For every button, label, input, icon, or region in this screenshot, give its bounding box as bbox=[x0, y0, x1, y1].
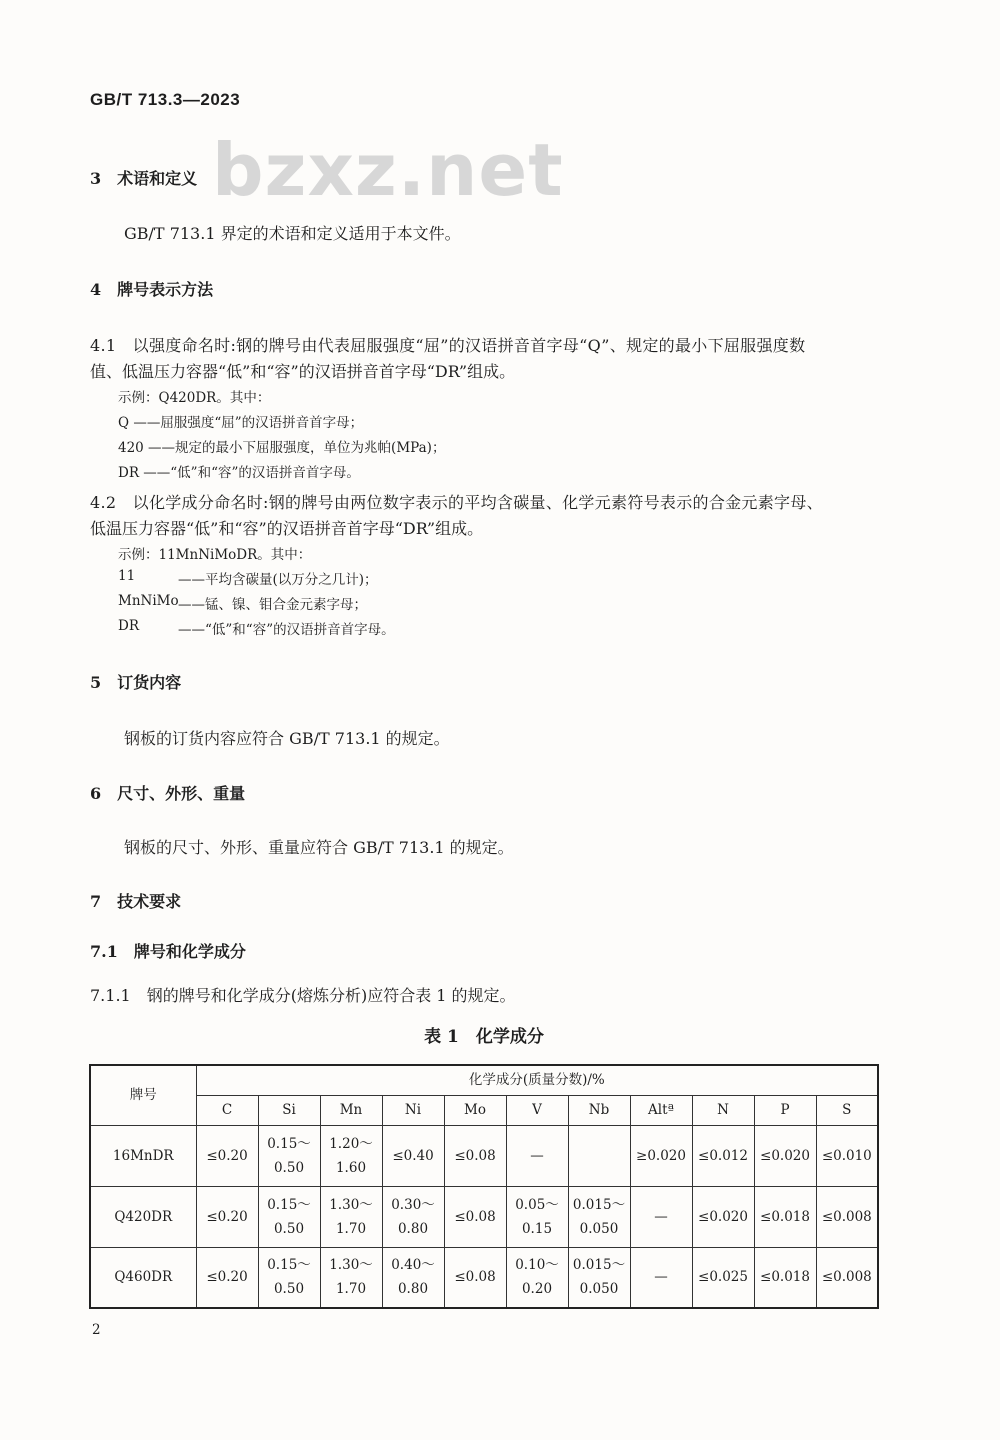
table-cell: ≤0.025 bbox=[692, 1247, 754, 1308]
example-item: 420 ——规定的最小下屈服强度，单位为兆帕(MPa)； bbox=[118, 440, 446, 456]
table-cell: 0.10～ 0.20 bbox=[506, 1247, 568, 1308]
table-row bbox=[90, 1186, 878, 1247]
table-cell: 0.05～ 0.15 bbox=[506, 1186, 568, 1247]
example-item: Q ——屈服强度“屈”的汉语拼音首字母； bbox=[118, 415, 364, 431]
table-cell: ≤0.20 bbox=[196, 1125, 258, 1186]
column-header: P bbox=[754, 1095, 816, 1125]
table-cell: ≤0.20 bbox=[196, 1186, 258, 1247]
grade-header: 牌号 bbox=[90, 1065, 196, 1125]
watermark: bzxz.net bbox=[212, 128, 564, 212]
section-6-body: 钢板的尺寸、外形、重量应符合 GB/T 713.1 的规定。 bbox=[124, 838, 514, 857]
table-cell: — bbox=[630, 1186, 692, 1247]
column-header: Ni bbox=[382, 1095, 444, 1125]
table-cell: ≤0.012 bbox=[692, 1125, 754, 1186]
section-7-title: 7 技术要求 bbox=[90, 892, 182, 911]
table-row bbox=[90, 1125, 878, 1186]
section-4-1-line2: 值、低温压力容器“低”和“容”的汉语拼音首字母“DR”组成。 bbox=[90, 362, 516, 381]
table-cell: ≤0.08 bbox=[444, 1125, 506, 1186]
example-item: DR ——“低”和“容”的汉语拼音首字母。 bbox=[118, 465, 360, 481]
table-caption: 表 1 化学成分 bbox=[424, 1027, 544, 1047]
table-cell: ≤0.008 bbox=[816, 1247, 878, 1308]
column-header: Si bbox=[258, 1095, 320, 1125]
page-number: 2 bbox=[92, 1322, 101, 1338]
table-cell: — bbox=[506, 1125, 568, 1186]
section-4-title: 4 牌号表示方法 bbox=[90, 280, 214, 299]
example-desc: ——“低”和“容”的汉语拼音首字母。 bbox=[178, 622, 395, 638]
table-cell: 0.30～ 0.80 bbox=[382, 1186, 444, 1247]
table-cell: 1.20～ 1.60 bbox=[320, 1125, 382, 1186]
column-header: Mn bbox=[320, 1095, 382, 1125]
table-cell: ≤0.40 bbox=[382, 1125, 444, 1186]
example-label: 示例：Q420DR。其中： bbox=[118, 390, 271, 406]
example-code: MnNiMo bbox=[118, 593, 179, 609]
table-cell: 0.15～ 0.50 bbox=[258, 1125, 320, 1186]
column-header: C bbox=[196, 1095, 258, 1125]
table-cell: ≤0.20 bbox=[196, 1247, 258, 1308]
column-header: S bbox=[816, 1095, 878, 1125]
document-id: GB/T 713.3—2023 bbox=[90, 90, 241, 109]
example-code: 11 bbox=[118, 568, 136, 584]
section-5-title: 5 订货内容 bbox=[90, 673, 182, 692]
section-4-2-line2: 低温压力容器“低”和“容”的汉语拼音首字母“DR”组成。 bbox=[90, 519, 484, 538]
column-header: N bbox=[692, 1095, 754, 1125]
table-cell: ≤0.020 bbox=[754, 1125, 816, 1186]
table-cell: — bbox=[630, 1247, 692, 1308]
example-code: DR bbox=[118, 618, 139, 634]
table-cell: ≤0.08 bbox=[444, 1247, 506, 1308]
section-3-body: GB/T 713.1 界定的术语和定义适用于本文件。 bbox=[124, 224, 461, 243]
table-cell: ≤0.018 bbox=[754, 1186, 816, 1247]
table-cell: 0.40～ 0.80 bbox=[382, 1247, 444, 1308]
example-desc: ——平均含碳量(以万分之几计)； bbox=[178, 572, 378, 588]
grade-cell: Q420DR bbox=[90, 1186, 196, 1247]
table-cell: 1.30～ 1.70 bbox=[320, 1186, 382, 1247]
table-cell: ≤0.010 bbox=[816, 1125, 878, 1186]
example-label: 示例：11MnNiMoDR。其中： bbox=[118, 547, 312, 563]
column-header: Altª bbox=[630, 1095, 692, 1125]
section-4-1-line1: 4.1 以强度命名时:钢的牌号由代表屈服强度“屈”的汉语拼音首字母“Q”、规定的最小下屈服强度数 bbox=[90, 336, 806, 355]
table-cell: ≤0.020 bbox=[692, 1186, 754, 1247]
table-cell: 0.015～ 0.050 bbox=[568, 1247, 630, 1308]
section-6-title: 6 尺寸、外形、重量 bbox=[90, 784, 246, 803]
table-cell: 0.15～ 0.50 bbox=[258, 1247, 320, 1308]
table-cell: ≤0.08 bbox=[444, 1186, 506, 1247]
section-4-2-line1: 4.2 以化学成分命名时:钢的牌号由两位数字表示的平均含碳量、化学元素符号表示的合金元素字母、 bbox=[90, 493, 823, 512]
section-7-1-1-body: 7.1.1 钢的牌号和化学成分(熔炼分析)应符合表 1 的规定。 bbox=[90, 986, 516, 1005]
table-cell bbox=[568, 1125, 630, 1186]
grade-cell: Q460DR bbox=[90, 1247, 196, 1308]
grade-cell: 16MnDR bbox=[90, 1125, 196, 1186]
chemical-composition-table bbox=[89, 1064, 879, 1309]
table-cell: 1.30～ 1.70 bbox=[320, 1247, 382, 1308]
composition-header: 化学成分(质量分数)/% bbox=[196, 1065, 878, 1095]
example-desc: ——锰、镍、钼合金元素字母； bbox=[178, 597, 367, 613]
column-header: V bbox=[506, 1095, 568, 1125]
column-header: Mo bbox=[444, 1095, 506, 1125]
table-cell: 0.15～ 0.50 bbox=[258, 1186, 320, 1247]
table-row bbox=[90, 1247, 878, 1308]
table-cell: 0.015～ 0.050 bbox=[568, 1186, 630, 1247]
table-cell: ≥0.020 bbox=[630, 1125, 692, 1186]
section-3-title: 3 术语和定义 bbox=[90, 169, 198, 188]
column-header: Nb bbox=[568, 1095, 630, 1125]
table-cell: ≤0.018 bbox=[754, 1247, 816, 1308]
section-7-1-title: 7.1 牌号和化学成分 bbox=[90, 942, 246, 961]
table-cell: ≤0.008 bbox=[816, 1186, 878, 1247]
section-5-body: 钢板的订货内容应符合 GB/T 713.1 的规定。 bbox=[124, 729, 450, 748]
